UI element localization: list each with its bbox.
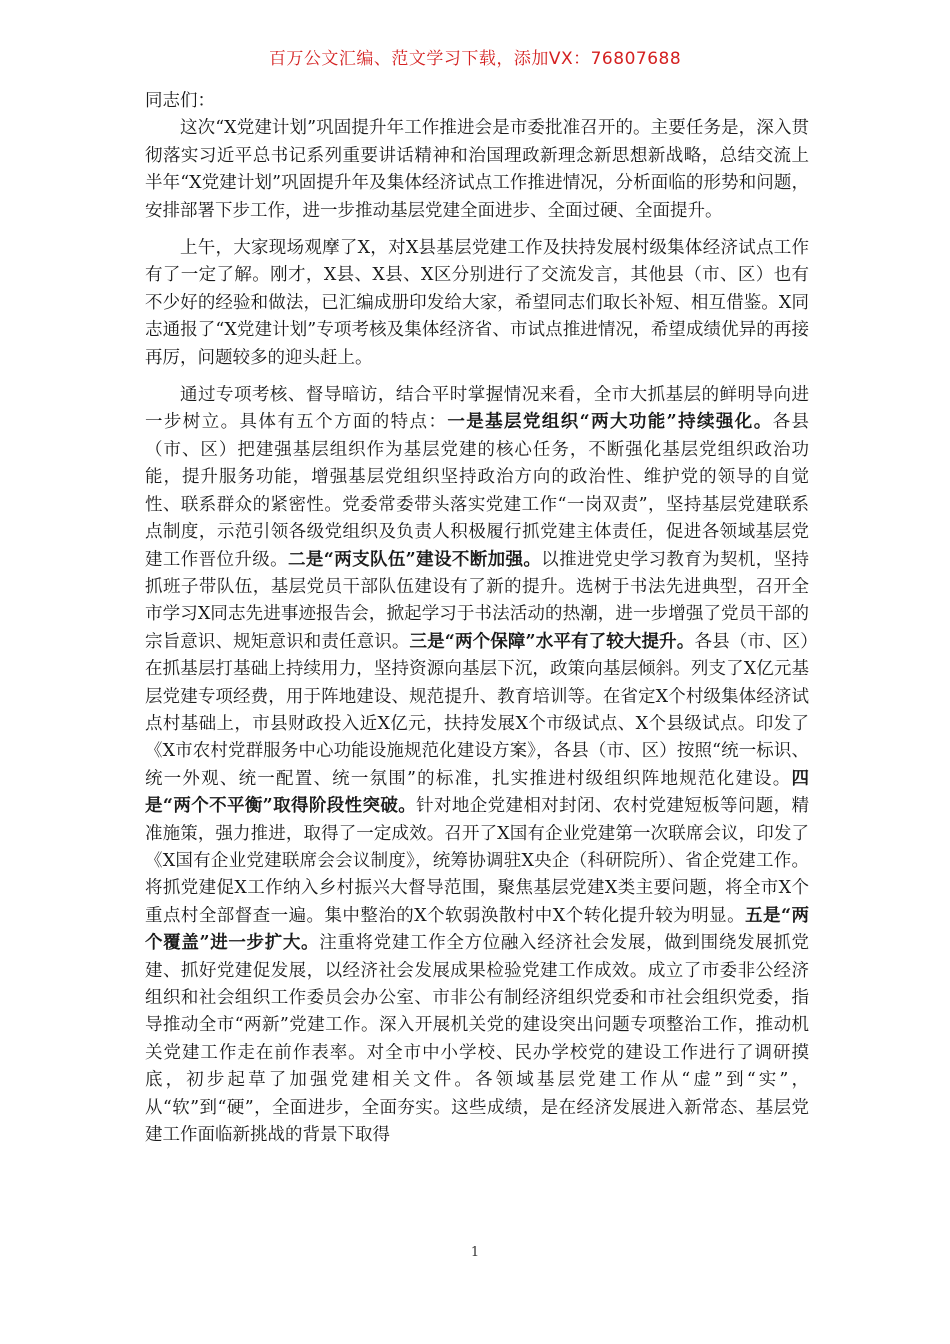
paragraph-text: 上午，大家现场观摩了X，对X县基层党建工作及扶持发展村级集体经济试点工作有了一定了解。刚才，X县、X县、X区分别进行了交流发言，其他县（市、区）也有不少好的经验和做法，已汇编成册印发给大家，希望同志们取长补短、相互借鉴。X同志通报了“X党建计划”专项考核及集体经济省、市试点推进情况，希望成绩优异的再接再厉，问题较多的迎头赶上。 — [145, 238, 809, 368]
point-five-heading: 五是“两个覆盖”进一步扩大。 — [145, 905, 809, 954]
point-four-heading: 四是“两个不平衡”取得阶段性突破。 — [145, 768, 809, 817]
paragraph-text: 这次“X党建计划”巩固提升年工作推进会是市委批准召开的。主要任务是，深入贯彻落实习近平总书记系列重要讲话精神和治国理政新理念新思想新战略，总结交流上半年“X党建计划”巩固提升年及集体经济试点工作推进情况，分析面临的形势和问题，安排部署下步工作，进一步推动基层党建全面进步、全面过硬、全面提升。 — [145, 118, 809, 221]
greeting: 同志们： — [145, 91, 215, 111]
page-number: 1 — [470, 1245, 480, 1260]
paragraph-text: 各县（市、区）把建强基层组织作为基层党建的核心任务，不断强化基层党组织政治功能，提升服务功能，增强基层党组织坚持政治方向的政治性、维护党的领导的自觉性、联系群众的紧密性。党委常委带头落实党建工作“一岗双责”，坚持基层党建联系点制度，示范引领各级党组织及负责人积极履行抓党建主体责任，促进各领域基层党建工作晋位升级。 — [145, 412, 810, 570]
point-two-heading: 二是“两支队伍”建设不断加强。 — [288, 549, 542, 570]
paragraph-text: 针对地企党建相对封闭、农村党建短板等问题，精准施策，强力推进，取得了一定成效。召开了X国有企业党建第一次联席会议，印发了《X国有企业党建联席会会议制度》，统筹协调驻X央企（科研院所）、省企党建工作。将抓党建促X工作纳入乡村振兴大督导范围，聚焦基层党建X类主要问题，将全市X个重点村全部督查一遍。集中整治的X个软弱涣散村中X个转化提升较为明显。 — [145, 796, 809, 926]
paragraph-text: 通过专项考核、督导暗访，结合平时掌握情况来看，全市大抓基层的鲜明导向进一步树立。具体有五个方面的特点： — [145, 385, 809, 433]
watermark-banner: 百万公文汇编、范文学习下载，添加VX：76807688 — [268, 49, 682, 69]
point-one-heading: 一是基层党组织“两大功能”持续强化。 — [447, 412, 773, 433]
paragraph-3 — [145, 382, 809, 1149]
paragraph-text: 各县（市、区）在抓基层打基础上持续用力，坚持资源向基层下沉，政策向基层倾斜。列支了X亿元基层党建专项经费，用于阵地建设、规范提升、教育培训等。在省定X个村级集体经济试点村基础上，市县财政投入近X亿元，扶持发展X个市级试点、X个县级试点。印发了《X市农村党群服务中心功能设施规范化建设方案》，各县（市、区）按照“统一标识、统一外观、统一配置、统一氛围”的标准，扎实推进村级组织阵地规范化建设。 — [145, 631, 809, 789]
paragraph-text: 以推进党史学习教育为契机，坚持抓班子带队伍，基层党员干部队伍建设有了新的提升。选树于书法先进典型，召开全市学习X同志先进事迹报告会，掀起学习于书法活动的热潮，进一步增强了党员干部的宗旨意识、规矩意识和责任意识。 — [145, 549, 809, 652]
point-three-heading: 三是“两个保障”水平有了较大提升。 — [409, 631, 695, 652]
paragraph-2 — [145, 235, 809, 372]
paragraph-text: 注重将党建工作全方位融入经济社会发展，做到围绕发展抓党建、抓好党建促发展，以经济社会发展成果检验党建工作成效。成立了市委非公经济组织和社会组织工作委员会办公室、市非公有制经济组织党委和市社会组织党委，指导推动全市“两新”党建工作。深入开展机关党的建设突出问题专项整治工作，推动机关党建工作走在前作表率。对全市中小学校、民办学校党的建设工作进行了调研摸底，初步起草了加强党建相关文件。各领域基层党建工作从“虚”到“实”，从“软”到“硬”，全面进步，全面夯实。这些成绩，是在经济发展进入新常态、基层党建工作面临新挑战的背景下取得 — [145, 933, 809, 1146]
document-body — [145, 88, 809, 1149]
paragraph-1 — [145, 115, 809, 225]
